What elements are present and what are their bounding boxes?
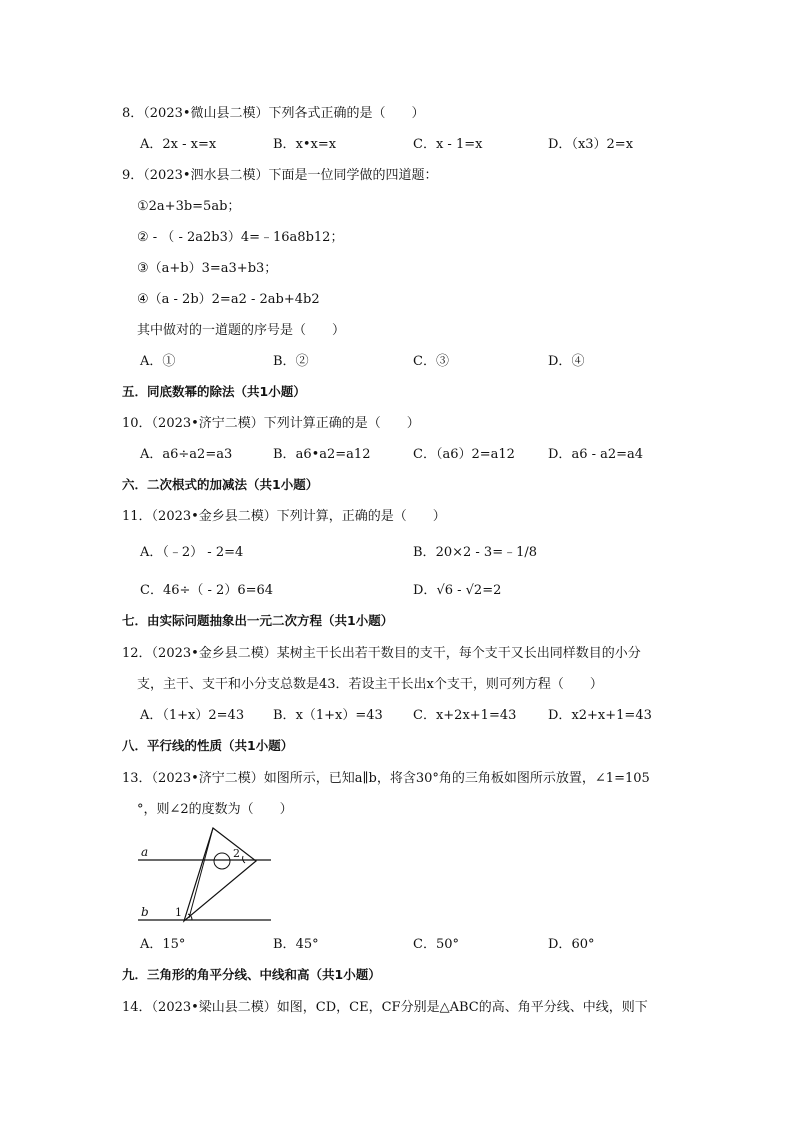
q9-option-d-text: ④	[571, 354, 585, 369]
q9-option-a: A．①	[140, 354, 176, 369]
q10-stem: 10．（2023•济宁二模）下列计算正确的是（ ）	[122, 416, 420, 431]
q12-option-c-text: x+2x+1=43	[435, 708, 517, 723]
label-angle-2: 2	[233, 847, 240, 860]
q9-option-a-text: ①	[162, 354, 176, 369]
q11-option-c: C．46÷（ - 2）6=64	[140, 583, 274, 598]
section-5-heading: 五．同底数幂的除法（共1小题）	[122, 384, 306, 399]
q13-option-d-text: 60°	[571, 937, 595, 952]
label-b: b	[141, 905, 149, 919]
q13-line-2: °，则∠2的度数为（ ）	[137, 802, 293, 817]
q11-option-a: A．（﹣2） - 2=4	[140, 545, 244, 560]
triangle-ruler	[184, 828, 256, 921]
q13-option-a-text: 15°	[162, 937, 186, 952]
q9-option-c-text: ③	[435, 354, 449, 369]
q10-option-b-text: a6•a2=a12	[295, 447, 371, 462]
q10-option-a: A．a6÷a2=a3	[140, 447, 233, 462]
q13-figure	[135, 820, 280, 930]
q9-item-1: ①2a+3b=5ab；	[137, 199, 241, 214]
q10-option-d-text: a6 - a2=a4	[571, 447, 644, 462]
label-a: a	[141, 845, 149, 859]
q13-option-c: C．50°	[413, 937, 459, 952]
q8-option-d-text: （x3）2=x	[571, 137, 634, 152]
q13-option-b-text: 45°	[295, 937, 319, 952]
q10-option-b: B．a6•a2=a12	[273, 447, 371, 462]
q12-line-2: 支，主干、支干和小分支总数是43．若设主干长出x个支干，则可列方程（ ）	[137, 677, 603, 692]
q9-item-2: ② - （ - 2a2b3）4=﹣16a8b12；	[137, 230, 344, 245]
q13-option-a: A．15°	[140, 937, 186, 952]
q9-item-3: ③（a+b）3=a3+b3；	[137, 261, 278, 276]
q14-line-1: 14．（2023•梁山县二模）如图，CD，CE，CF分别是△ABC的高、角平分线、中线，则下	[122, 1000, 648, 1015]
q9-option-c: C．③	[413, 354, 449, 369]
label-angle-1: 1	[175, 906, 182, 919]
q8-option-d: D．（x3）2=x	[548, 137, 634, 152]
q12-option-b: B．x（1+x）=43	[273, 708, 383, 723]
q10-option-c-text: （a6）2=a12	[435, 447, 515, 462]
q8-option-c-text: x - 1=x	[435, 137, 483, 152]
q12-line-1: 12．（2023•金乡县二模）某树主干长出若干数目的支干，每个支干又长出同样数目的小分	[122, 646, 641, 661]
section-8-heading: 八．平行线的性质（共1小题）	[122, 738, 294, 753]
q12-option-d: D．x2+x+1=43	[548, 708, 652, 723]
q9-option-d: D．④	[548, 354, 585, 369]
q12-option-a: A．（1+x）2=43	[140, 708, 245, 723]
q9-stem: 9．（2023•泗水县二模）下面是一位同学做的四道题：	[122, 168, 438, 183]
q8-option-c: C．x - 1=x	[413, 137, 483, 152]
q13-option-c-text: 50°	[435, 937, 459, 952]
q12-option-c: C．x+2x+1=43	[413, 708, 517, 723]
q9-option-b-text: ②	[295, 354, 309, 369]
section-7-heading: 七．由实际问题抽象出一元二次方程（共1小题）	[122, 613, 394, 628]
q10-option-d: D．a6 - a2=a4	[548, 447, 644, 462]
q10-option-c: C．（a6）2=a12	[413, 447, 515, 462]
q9-question: 其中做对的一道题的序号是（ ）	[137, 323, 346, 338]
q11-option-c-text: 46÷（ - 2）6=64	[162, 583, 274, 598]
q12-option-b-text: x（1+x）=43	[295, 708, 383, 723]
q10-option-a-text: a6÷a2=a3	[162, 447, 233, 462]
q11-option-b: B．20×2 - 3=﹣1/8	[413, 545, 538, 560]
ruler-hole	[214, 853, 230, 869]
q11-option-d: D．√6 - √2=2	[413, 583, 502, 598]
q8-option-b-text: x•x=x	[295, 137, 337, 152]
q8-option-a: A．2x - x=x	[140, 137, 217, 152]
q13-option-d: D．60°	[548, 937, 595, 952]
q8-option-b: B．x•x=x	[273, 137, 337, 152]
q11-option-b-text: 20×2 - 3=﹣1/8	[435, 545, 538, 560]
q12-option-d-text: x2+x+1=43	[571, 708, 652, 723]
triangle-inner-edge	[189, 828, 213, 918]
q11-option-d-text: √6 - √2=2	[436, 583, 502, 598]
q11-stem: 11．（2023•金乡县二模）下列计算，正确的是（ ）	[122, 509, 446, 524]
section-9-heading: 九．三角形的角平分线、中线和高（共1小题）	[122, 967, 381, 982]
q13-line-1: 13．（2023•济宁二模）如图所示，已知a∥b，将含30°角的三角板如图所示放置，∠1=105	[122, 771, 650, 786]
section-6-heading: 六．二次根式的加减法（共1小题）	[122, 477, 319, 492]
q8-option-a-text: 2x - x=x	[162, 137, 217, 152]
q13-option-b: B．45°	[273, 937, 319, 952]
q11-option-a-text: （﹣2） - 2=4	[162, 545, 244, 560]
q9-option-b: B．②	[273, 354, 309, 369]
q12-option-a-text: （1+x）2=43	[162, 708, 245, 723]
q8-stem: 8．（2023•微山县二模）下列各式正确的是（ ）	[122, 106, 425, 121]
q9-item-4: ④（a - 2b）2=a2 - 2ab+4b2	[137, 292, 320, 307]
